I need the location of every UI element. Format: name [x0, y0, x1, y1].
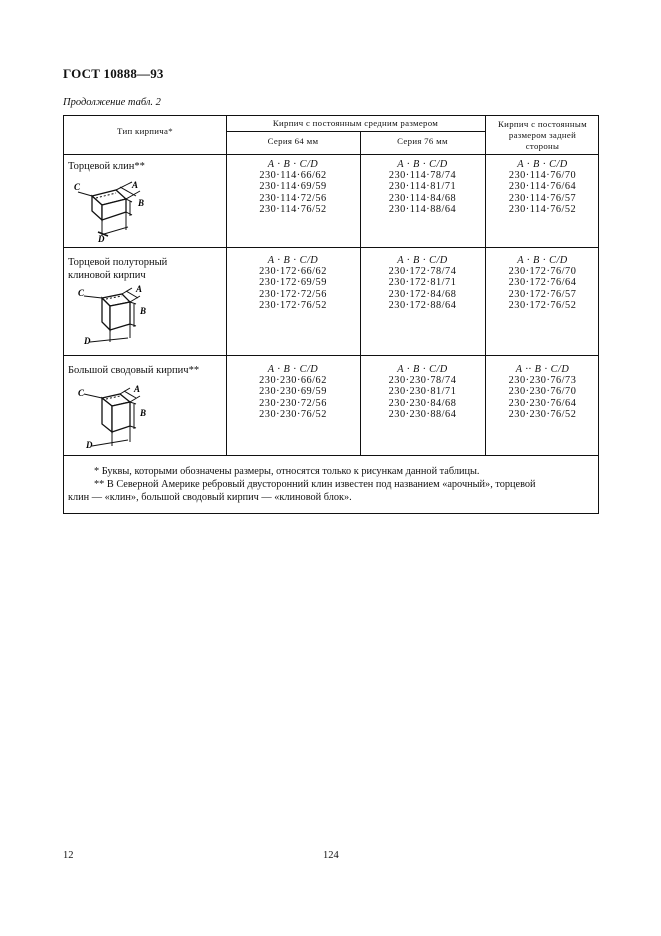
- notes-top-line: [64, 455, 598, 456]
- size-code: 230·230·76/64: [508, 397, 577, 409]
- dimension-formula: A · B · C/D: [267, 364, 319, 375]
- dimension-formula: A · B · C/D: [517, 255, 568, 266]
- row-3-brick-type: [68, 364, 199, 377]
- header-bottom-line: [64, 154, 598, 155]
- row-2-series-76-codes: [360, 255, 485, 311]
- document-title: ГОСТ 10888—93: [63, 66, 164, 81]
- row-1-brick-type: [68, 160, 145, 173]
- row-1-series-64-codes: [226, 159, 360, 215]
- dimension-formula: A ·· B · C/D: [515, 364, 570, 375]
- footnote-2-line-1: ** В Северной Америке ребровый двусторонний клин известен под названием «арочный», торцевой: [94, 479, 536, 490]
- size-code: 230·230·88/64: [388, 408, 457, 420]
- dimension-formula: A · B · C/D: [517, 159, 568, 170]
- dimension-label-c: C: [74, 182, 81, 192]
- dimension-label-a: A: [134, 384, 141, 394]
- header-constant-back: [485, 119, 600, 152]
- size-code: 230·114·76/70: [508, 170, 577, 182]
- size-code: 230·230·76/52: [508, 408, 577, 420]
- size-code: 230·172·76/57: [508, 288, 577, 300]
- row-3-name-line: Большой сводовый кирпич**: [68, 365, 200, 376]
- row-2-series-64-codes: [226, 255, 360, 311]
- size-code: 230·172·69/59: [259, 277, 327, 289]
- row-2-name-line: клиновой кирпич: [68, 270, 146, 281]
- header-series-76: Серия 76 мм: [397, 136, 448, 146]
- footnote-2-line-2: клин — «клин», большой сводовый кирпич — «клиновой блок».: [68, 492, 352, 503]
- page-number-center: 124: [323, 850, 339, 861]
- dimension-label-d: D: [84, 336, 91, 346]
- header-subline: [226, 131, 485, 132]
- size-code: 230·114·76/52: [259, 203, 327, 215]
- row-2-brick-type: [68, 256, 167, 282]
- row-3-series-76-codes: [360, 364, 485, 420]
- size-code: 230·172·84/68: [388, 288, 457, 300]
- dimension-label-a: A: [136, 284, 143, 294]
- size-code: 230·172·78/74: [388, 266, 457, 278]
- brick-table: [63, 115, 599, 514]
- dimension-label-c: C: [78, 288, 85, 298]
- end-one-and-half-wedge-brick-figure: [70, 284, 180, 346]
- size-code: 230·230·76/70: [508, 386, 577, 398]
- dimension-formula: A · B · C/D: [397, 159, 448, 170]
- dimension-label-d: D: [86, 440, 93, 450]
- dimension-formula: A · B · C/D: [267, 159, 319, 170]
- row-3-series-64-codes: [226, 364, 360, 420]
- dimension-formula: A · B · C/D: [267, 255, 319, 266]
- size-code: 230·230·72/56: [259, 397, 327, 409]
- size-code: 230·230·69/59: [259, 386, 327, 398]
- dimension-label-b: B: [140, 408, 147, 418]
- header-constant-back-line: стороны: [525, 141, 560, 151]
- dimension-label-b: B: [138, 198, 145, 208]
- size-code: 230·172·88/64: [388, 299, 457, 311]
- size-code: 230·172·76/70: [508, 266, 577, 278]
- header-brick-type: Тип кирпича*: [117, 126, 173, 136]
- page-number-left: 12: [63, 850, 74, 861]
- size-code: 230·230·81/71: [388, 386, 457, 398]
- row-1-bottom-line: [64, 247, 598, 248]
- row-2-bottom-line: [64, 355, 598, 356]
- table-caption: Продолжение табл. 2: [63, 97, 161, 108]
- row-1-name-line: Торцевой клин**: [68, 161, 145, 172]
- size-code: 230·114·72/56: [259, 192, 327, 204]
- size-code: 230·172·76/52: [259, 299, 327, 311]
- row-1-series-76-codes: [360, 159, 485, 215]
- size-code: 230·172·72/56: [259, 288, 327, 300]
- dimension-formula: A · B · C/D: [397, 255, 448, 266]
- header-constant-avg: Кирпич с постоянным средним размером: [272, 118, 439, 128]
- dimension-label-c: C: [78, 388, 85, 398]
- size-code: 230·172·76/64: [508, 277, 577, 289]
- size-code: 230·114·76/52: [508, 203, 577, 215]
- size-code: 230·230·84/68: [388, 397, 457, 409]
- size-code: 230·230·78/74: [388, 375, 457, 387]
- row-1-back-codes: [485, 159, 600, 215]
- row-2-name-line: Торцевой полуторный: [68, 257, 168, 268]
- footnote-1: * Буквы, которыми обозначены размеры, относятся только к рисункам данной таблицы.: [94, 466, 480, 477]
- size-code: 230·114·76/64: [508, 181, 577, 193]
- dimension-label-b: B: [140, 306, 147, 316]
- size-code: 230·114·69/59: [259, 181, 327, 193]
- header-constant-back-line: размером задней: [508, 130, 577, 140]
- size-code: 230·172·76/52: [508, 299, 577, 311]
- row-3-back-codes: [485, 364, 600, 420]
- end-wedge-brick-figure: [68, 174, 178, 244]
- dimension-label-a: A: [132, 180, 139, 190]
- size-code: 230·114·84/68: [388, 192, 457, 204]
- size-code: 230·230·76/73: [508, 375, 577, 387]
- size-code: 230·114·78/74: [388, 170, 457, 182]
- size-code: 230·230·66/62: [259, 375, 327, 387]
- size-code: 230·114·88/64: [388, 203, 457, 215]
- large-arch-brick-figure: [70, 382, 180, 450]
- size-code: 230·172·66/62: [259, 266, 327, 278]
- row-2-back-codes: [485, 255, 600, 311]
- size-code: 230·230·76/52: [259, 408, 327, 420]
- header-series-64: Серия 64 мм: [267, 136, 319, 146]
- size-code: 230·114·66/62: [259, 170, 327, 182]
- size-code: 230·114·81/71: [388, 181, 457, 193]
- dimension-label-d: D: [98, 234, 105, 244]
- size-code: 230·114·76/57: [508, 192, 577, 204]
- dimension-formula: A · B · C/D: [397, 364, 448, 375]
- header-constant-back-line: Кирпич с постоянным: [498, 119, 587, 129]
- size-code: 230·172·81/71: [388, 277, 457, 289]
